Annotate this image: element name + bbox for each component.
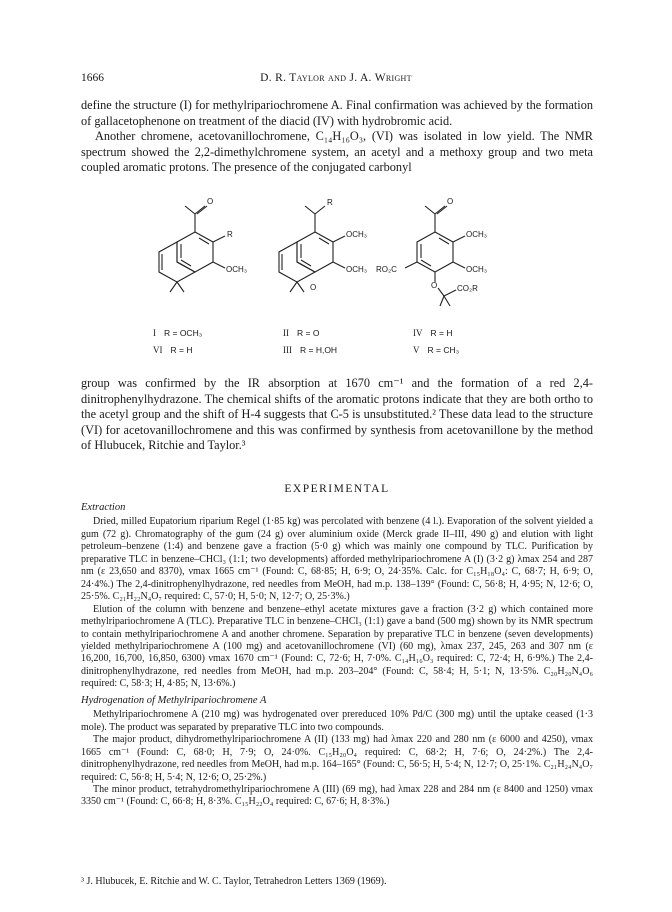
- caption-VI: VI R = H: [153, 345, 193, 355]
- label-ro2c: RO₂C: [376, 265, 397, 274]
- label-o3: O: [447, 197, 454, 206]
- structure-II-III: [279, 206, 345, 292]
- label-o2: O: [310, 283, 317, 292]
- caption-V: V R = CH₃: [413, 345, 460, 355]
- caption-IV: IV R = H: [413, 328, 453, 338]
- label-r2: R: [327, 198, 333, 207]
- label-o1: O: [207, 197, 214, 206]
- after-figure-paragraph: group was confirmed by the IR absorption at 1670 cm⁻¹ and the formation of a red 2,4-dinitrophenylhydrazone. The chemical shifts of the aromatic protons indicate that they are both ortho to the acetyl group and the shift of H-4 suggests that C-5 is unsubstituted.² These data lead to the structure (VI) for acetovanillochromene and this was confirmed by synthesis from acetovanillone by the method of Hlubucek, Ritchie and Taylor.³: [81, 376, 593, 453]
- page-header: [81, 72, 591, 88]
- intro-paragraph-1: define the structure (I) for methylripariochromene A. Final confirmation was achieved by the formation of gallacetophenone on treatment of the diacid (IV) with hydrobromic acid.: [81, 98, 593, 128]
- structure-IV-V: [405, 206, 465, 306]
- label-o3b: O: [431, 281, 438, 290]
- intro-text: [81, 98, 593, 176]
- structure-I-VI: [159, 206, 225, 292]
- caption-III: III R = H,OH: [283, 345, 338, 355]
- label-och3-2a: OCH₃: [346, 230, 368, 239]
- label-r1: R: [227, 230, 233, 239]
- experimental-heading: EXPERIMENTAL: [284, 483, 390, 495]
- label-och3-3b: OCH₃: [466, 265, 488, 274]
- running-title: D. R. Taylor and J. A. Wright: [260, 72, 412, 84]
- label-och3-3a: OCH₃: [466, 230, 488, 239]
- after-figure-text: [81, 376, 593, 454]
- page-number: 1666: [81, 72, 104, 84]
- label-och3-1: OCH₃: [226, 265, 248, 274]
- caption-I: I R = OCH₃: [153, 328, 203, 338]
- hydrogenation-paragraph-3: The minor product, tetrahydromethylripariochromene A (III) (69 mg), had λmax 228 and 284 nm (ε 8400 and 1250) νmax 3350 cm⁻¹ (Found: C, 66·8; H, 8·3%. C₁₅H₂₂O₄ required: C, 67·6; H, 8·3%.): [81, 783, 593, 808]
- extraction-paragraph-1: Dried, milled Eupatorium riparium Regel (1·85 kg) was percolated with benzene (4 l.). Evaporation of the solvent yielded a gum (72 g). Chromatography of the gum (24 g) over aluminium oxide (Merck grade II–III, 490 g) and elution with light petroleum–benzene (1:4) and benzene gave a fraction (5·0 g) which was mainly one compound by TLC. Purification by preparative TLC in benzene–CHCl₃ (1:1; two developments) afforded methylripariochromene A (I) (3·2 g) λmax 254 and 287 nm (ε 23,650 and 8370), νmax 1665 cm⁻¹ (Found: C, 68·85; H, 6·9; O, 24·35%. Calc. for C₁₅H₁₈O₄: C, 68·7; H, 6·9; O, 24·4%.) The 2,4-dinitrophenylhydrazone, red needles from MeOH, had m.p. 138–139° (Found: C, 56·8; H, 4·95; N, 12·6; O, 25·5%. C₂₁H₂₂N₄O₇ required: C, 57·0; H, 5·0; N, 12·7; O, 25·3%.): [81, 516, 593, 603]
- experimental-section: [81, 498, 593, 809]
- intro-paragraph-2: Another chromene, acetovanillochromene, C₁₄H₁₆O₃, (VI) was isolated in low yield. The NMR spectrum showed the 2,2-dimethylchromene system, an acetyl and a methoxy group and two meta coupled aromatic protons. The presence of the conjugated carbonyl: [81, 129, 593, 175]
- structures-figure: [150, 176, 530, 364]
- label-och3-2b: OCH₃: [346, 265, 368, 274]
- extraction-heading: Extraction: [81, 502, 126, 513]
- hydrogenation-paragraph-1: Methylripariochromene A (210 mg) was hydrogenated over prereduced 10% Pd/C (300 mg) until the uptake ceased (1·3 mole). The product was separated by preparative TLC into two compounds.: [81, 709, 593, 733]
- caption-II: II R = O: [283, 328, 320, 338]
- hydrogenation-paragraph-2: The major product, dihydromethylripariochromene A (II) (133 mg) had λmax 220 and 280 nm (ε 6000 and 4250), νmax 1665 cm⁻¹ (Found: C, 68·0; H, 7·9; O, 24·0%. C₁₅H₂₀O₄ required: C, 68·2; H, 7·6; O, 24·2%.) The 2,4-dinitrophenylhydrazone, red needles from MeOH, had m.p. 164–165° (Found: C, 56·5; H, 5·4; N, 12·7; O, 25·1%. C₂₁H₂₄N₄O₇ required: C, 56·8; H, 5·4; N, 12·6; O, 25·2%.): [81, 734, 593, 783]
- label-co2r: CO₂R: [457, 284, 478, 293]
- footnote: ³ J. Hlubucek, E. Ritchie and W. C. Taylor, Tetrahedron Letters 1369 (1969).: [81, 876, 387, 887]
- hydrogenation-heading: Hydrogenation of Methylripariochromene A: [81, 694, 267, 706]
- extraction-paragraph-2: Elution of the column with benzene and benzene–ethyl acetate mixtures gave a fraction (3·2 g) which contained more methylripariochromene A (TLC). Preparative TLC in benzene–CHCl₃ (1:1) gave a band (500 mg) shown by its NMR spectrum to contain methylripariochromene A and another chromene. Separation by preparative TLC in benzene (seven developments) yielded methylripariochromene A (100 mg) and acetovanillochromene (VI) (60 mg), λmax 237, 245, 263 and 307 nm (ε 16,200, 16,700, 16,850, 6300) νmax 1670 cm⁻¹ (Found: C, 72·6; H, 7·0%. C₁₄H₁₆O₃ required: C, 72·4; H, 6·9%.) The 2,4-dinitrophenylhydrazone, red needles from MeOH, had m.p. 203–204° (Found: C, 58·4; H, 5·1; N, 13·5%. C₂₀H₂₀N₄O₆ required: C, 58·3; H, 4·85; N, 13·6%.): [81, 603, 593, 690]
